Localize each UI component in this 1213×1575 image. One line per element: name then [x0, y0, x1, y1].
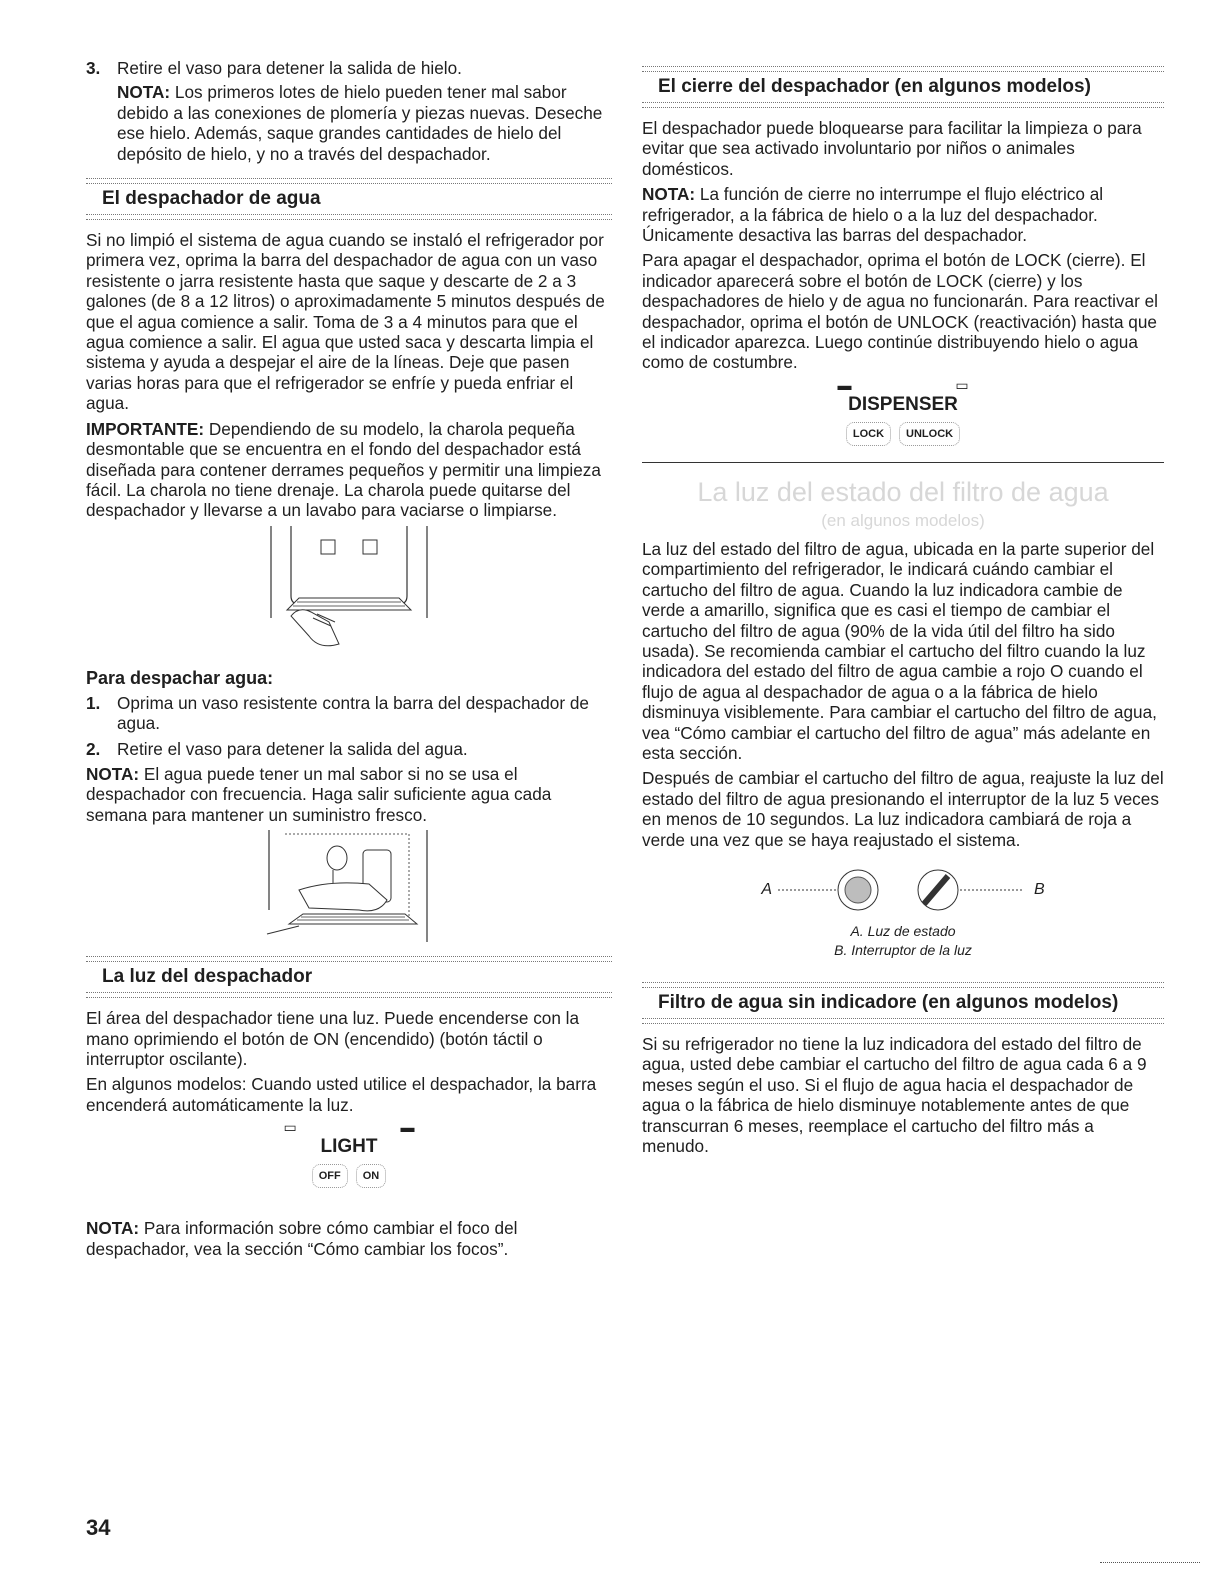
note-text: Para información sobre cómo cambiar el foco del despachador, vea la sección “Cómo cambiar los focos”.	[86, 1218, 518, 1259]
heading-text: La luz del despachador	[102, 966, 313, 988]
divider	[642, 1018, 1164, 1024]
lock-paragraph-2: Para apagar el despachador, oprima el botón de LOCK (cierre). El indicador aparecerá sobre el botón de LOCK (cierre) y los despachadores de hielo y de agua no funcionarán. Para reactivar el despachador, oprima el botón de UNLOCK (reactivación) hasta que el indicador aparezca. Luego continúe distribuyendo hielo o agua como de costumbre.	[642, 250, 1158, 373]
panel-title: LIGHT	[320, 1136, 378, 1158]
filter-status-subheading: (en algunos modelos)	[821, 510, 985, 530]
light-note	[86, 1218, 612, 1259]
bottom-rule	[1100, 1562, 1200, 1563]
divider	[86, 214, 612, 220]
note	[117, 82, 612, 164]
section-rule	[642, 462, 1164, 463]
light-paragraph-1: El área del despachador tiene una luz. Puede encenderse con la mano oprimiendo el botón de ON (encendido) (botón táctil o interruptor oscilante).	[86, 1008, 580, 1069]
glass-illustration	[86, 830, 612, 942]
note-label: NOTA:	[117, 82, 171, 103]
step-number: 2.	[86, 738, 101, 759]
important-label: IMPORTANTE:	[86, 418, 205, 439]
note-text: La función de cierre no interrumpe el flujo eléctrico al refrigerador, a la fábrica de hielo o a la luz del despachador. Únicamente desactiva las barras del despachador.	[642, 184, 1104, 246]
filter-light-diagram	[642, 864, 1164, 916]
step-1	[86, 693, 612, 734]
on-button[interactable]: ON	[356, 1164, 387, 1188]
dispenser-control-panel	[642, 378, 1164, 446]
indicator-marks: ▬ ▭	[837, 376, 1019, 393]
step-text: Retire el vaso para detener la salida de hielo.	[117, 58, 462, 78]
note-label: NOTA:	[86, 763, 140, 784]
tray-illustration	[86, 526, 612, 658]
dispense-water-heading: Para despachar agua:	[86, 667, 274, 688]
off-button[interactable]: OFF	[312, 1164, 348, 1188]
divider	[642, 66, 1164, 72]
water-note	[86, 764, 612, 825]
caption-a: A. Luz de estado	[850, 922, 956, 939]
divider	[86, 956, 612, 962]
section-heading-lock	[642, 66, 1164, 108]
step-number: 3.	[86, 58, 101, 78]
lock-note	[642, 184, 1164, 245]
note-text: El agua puede tener un mal sabor si no se usa el despachador con frecuencia. Haga salir suficiente agua cada semana para mantener un suministro fresco.	[86, 763, 552, 825]
section-heading-water	[86, 178, 612, 220]
note-text: Los primeros lotes de hielo pueden tener mal sabor debido a las conexiones de plomería y piezas nuevas. Deseche ese hielo. Además, saque grandes cantidades de hielo del depósito de hielo, y no a través del despachador.	[117, 82, 603, 164]
important-text: Dependiendo de su modelo, la charola pequeña desmontable que se encuentra en el fondo del despachador está diseñada para contener derrames pequeños y permitir una limpieza fácil. La charola no tiene drenaje. La charola puede quitarse del despachador y llevarse a un lavabo para vaciarse o limpiarse.	[86, 418, 601, 521]
step-number: 1.	[86, 692, 101, 713]
page-number: 34	[86, 1515, 111, 1540]
light-control-panel	[86, 1120, 612, 1188]
right-column	[642, 58, 1164, 1161]
step-text: Retire el vaso para detener la salida del agua.	[117, 738, 468, 759]
caption-b: B. Interruptor de la luz	[834, 941, 972, 958]
indicator-marks: ▭ ▬	[283, 1119, 465, 1136]
heading-text: El despachador de agua	[102, 188, 321, 210]
filter-paragraph-2: Después de cambiar el cartucho del filtro de agua, reajuste la luz del estado del filtro de agua presionando el interruptor de la luz 5 veces en menos de 10 segundos. La luz indicadora cambiará de roja a verde una vez que se haya reajustado el sistema.	[642, 768, 1164, 850]
unlock-button[interactable]: UNLOCK	[899, 422, 960, 446]
step-3	[86, 58, 612, 164]
lock-paragraph-1: El despachador puede bloquearse para facilitar la limpieza o para evitar que sea activado involuntario por niños o animales domésticos.	[642, 118, 1142, 179]
divider	[86, 992, 612, 998]
lock-button[interactable]: LOCK	[846, 422, 891, 446]
section-heading-no-indicator	[642, 982, 1164, 1024]
label-b: B	[1034, 880, 1045, 898]
section-heading-light	[86, 956, 612, 998]
label-a: A	[761, 880, 772, 898]
filter-paragraph-1: La luz del estado del filtro de agua, ubicada en la parte superior del compartimiento del refrigerador, le indicará cuándo cambiar el cartucho del filtro de agua. Cuando la luz indicadora cambie de verde a amarillo, significa que es casi el tiempo de cambiar el cartucho del filtro de agua (90% de la vida útil del filtro ha sido usada). Se recomienda cambiar el cartucho del filtro cuando la luz indicadora del estado del filtro de agua cambie a rojo O cuando el flujo de agua al despachador de agua o a la fábrica de hielo disminuya visiblemente. Para cambiar el cartucho del filtro de agua, vea “Cómo cambiar el cartucho del filtro de agua” más adelante en esta sección.	[642, 538, 1157, 763]
heading-text: El cierre del despachador (en algunos modelos)	[658, 76, 1091, 97]
important-note	[86, 419, 612, 521]
heading-text: Filtro de agua sin indicadore (en algunos modelos)	[658, 991, 1119, 1013]
divider	[642, 102, 1164, 108]
step-2	[86, 739, 612, 759]
note-label: NOTA:	[642, 184, 696, 205]
light-paragraph-2: En algunos modelos: Cuando usted utilice el despachador, la barra encenderá automáticamente la luz.	[86, 1074, 597, 1115]
note-label: NOTA:	[86, 1218, 140, 1239]
panel-title: DISPENSER	[848, 393, 958, 415]
water-paragraph-1: Si no limpió el sistema de agua cuando se instaló el refrigerador por primera vez, oprima la barra del despachador de agua con un vaso resistente o jarra resistente hasta que saque y descarte de 2 a 3 galones (de 8 a 12 litros) o aproximadamente 5 minutos después de que el agua comience a salir. Toma de 3 a 4 minutos para que el agua comience a salir. El agua que usted saca y descarta limpia el sistema y ayuda a despejar el aire de la líneas. Deje que pasen varias horas para que el refrigerador se enfríe y pueda enfriar el agua.	[86, 230, 605, 414]
left-column	[86, 58, 612, 1264]
divider	[86, 178, 612, 184]
filter-status-heading: La luz del estado del filtro de agua	[697, 476, 1109, 507]
no-indicator-paragraph: Si su refrigerador no tiene la luz indicadora del estado del filtro de agua, usted debe cambiar el cartucho del filtro de agua cada 6 a 9 meses según el uso. Si el flujo de agua hacia el despachador de agua o la fábrica de hielo disminuye notablemente antes de que transcurran 6 meses, reemplace el cartucho del filtro más a menudo.	[642, 1033, 1147, 1156]
step-text: Oprima un vaso resistente contra la barra del despachador de agua.	[117, 692, 589, 734]
divider	[642, 982, 1164, 988]
